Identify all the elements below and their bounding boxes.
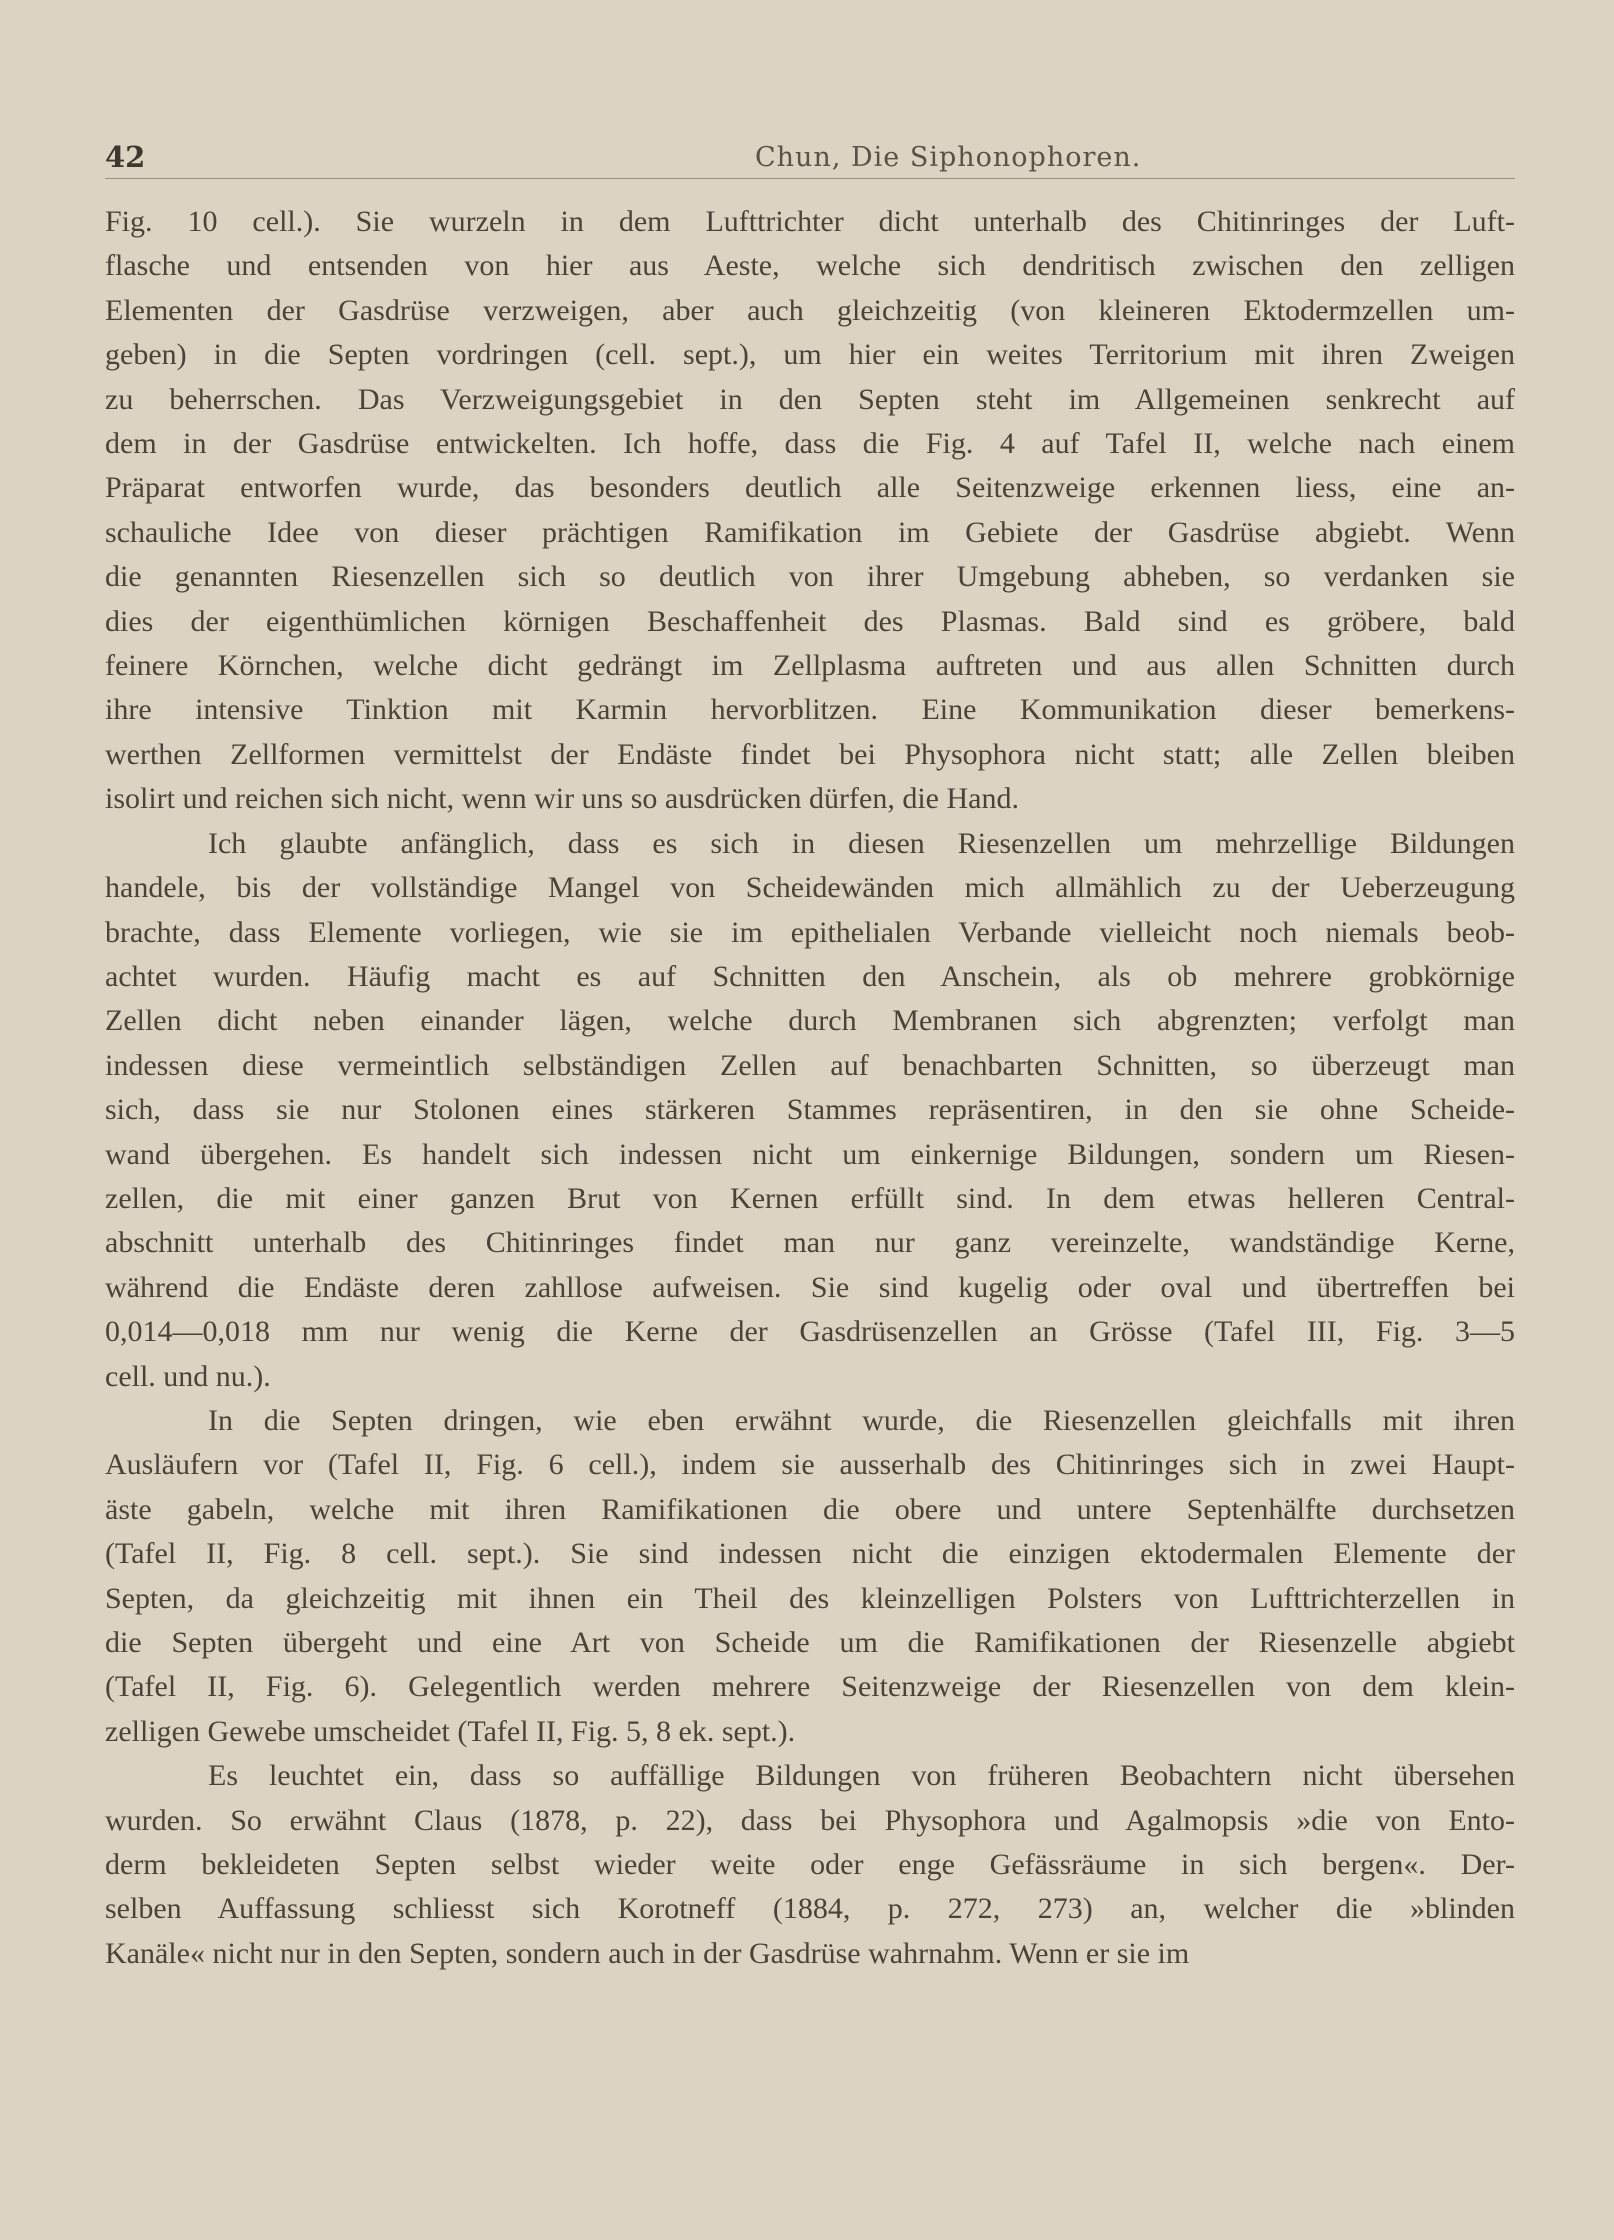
text-line: Septen, da gleichzeitig mit ihnen ein Theil des kleinzelligen Polsters von Lufttrichterzellen in — [105, 1581, 1515, 1615]
text-line: die Septen übergeht und eine Art von Scheide um die Ramifikationen der Riesenzelle abgiebt — [105, 1626, 1515, 1659]
text-line: dies der eigenthümlichen körnigen Beschaffenheit des Plasmas. Bald sind es gröbere, bald — [105, 604, 1515, 638]
text-line: äste gabeln, welche mit ihren Ramifikationen die obere und untere Septenhälfte durchsetzen — [105, 1492, 1515, 1526]
text-line: achtet wurden. Häufig macht es auf Schnitten den Anschein, als ob mehrere grobkörnige — [105, 959, 1515, 993]
text-line: Es leuchtet ein, dass so auffällige Bildungen von früheren Beobachtern nicht übersehen — [208, 1759, 1515, 1793]
text-line: abschnitt unterhalb des Chitinringes findet man nur ganz vereinzelte, wandständige Kerne, — [105, 1226, 1515, 1260]
text-line: cell. und nu.). — [105, 1359, 271, 1393]
text-line: Elementen der Gasdrüse verzweigen, aber auch gleichzeitig (von kleineren Ektodermzellen um- — [105, 293, 1515, 327]
text-line: dem in der Gasdrüse entwickelten. Ich hoffe, dass die Fig. 4 auf Tafel II, welche nach einem — [105, 427, 1515, 461]
text-line: zellen, die mit einer ganzen Brut von Kernen erfüllt sind. In dem etwas helleren Central- — [105, 1181, 1515, 1215]
text-line: ihre intensive Tinktion mit Karmin hervorblitzen. Eine Kommunikation dieser bemerkens- — [105, 693, 1515, 727]
page-number: 42 — [105, 140, 146, 174]
text-line: (Tafel II, Fig. 8 cell. sept.). Sie sind indessen nicht die einzigen ektodermalen Elemente der — [105, 1537, 1515, 1571]
text-line: Kanäle« nicht nur in den Septen, sondern auch in der Gasdrüse wahrnahm. Wenn er sie im — [105, 1936, 1190, 1970]
text-line: 0,014—0,018 mm nur wenig die Kerne der Gasdrüsenzellen an Grösse (Tafel III, Fig. 3—5 — [105, 1315, 1515, 1349]
text-line: Ausläufern vor (Tafel II, Fig. 6 cell.), indem sie ausserhalb des Chitinringes sich in zwei Haupt- — [105, 1448, 1515, 1482]
paragraph — [105, 200, 1515, 822]
text-line: werthen Zellformen vermittelst der Endäste findet bei Physophora nicht statt; alle Zellen bleiben — [105, 737, 1515, 771]
text-line: zelligen Gewebe umscheidet (Tafel II, Fig. 5, 8 ek. sept.). — [105, 1714, 796, 1748]
text-line: Zellen dicht neben einander lägen, welche durch Membranen sich abgrenzten; verfolgt man — [105, 1004, 1515, 1038]
text-line: Fig. 10 cell.). Sie wurzeln in dem Lufttrichter dicht unterhalb des Chitinringes der Luft- — [105, 205, 1515, 238]
text-line: indessen diese vermeintlich selbständigen Zellen auf benachbarten Schnitten, so überzeugt man — [105, 1048, 1515, 1082]
text-line: isolirt und reichen sich nicht, wenn wir uns so ausdrücken dürfen, die Hand. — [105, 782, 1019, 816]
text-line: brachte, dass Elemente vorliegen, wie sie im epithelialen Verbande vielleicht noch niemals beob- — [105, 915, 1515, 949]
text-line: die genannten Riesenzellen sich so deutlich von ihrer Umgebung abheben, so verdanken sie — [105, 560, 1515, 594]
text-line: schauliche Idee von dieser prächtigen Ramifikation im Gebiete der Gasdrüse abgiebt. Wenn — [105, 515, 1515, 549]
paragraph — [105, 1754, 1515, 1976]
text-line: während die Endäste deren zahllose aufweisen. Sie sind kugelig oder oval und übertreffen bei — [105, 1270, 1515, 1304]
text-line: zu beherrschen. Das Verzweigungsgebiet in den Septen steht im Allgemeinen senkrecht auf — [105, 382, 1515, 416]
text-line: feinere Körnchen, welche dicht gedrängt im Zellplasma auftreten und aus allen Schnitten durch — [105, 649, 1515, 683]
text-line: Präparat entworfen wurde, das besonders deutlich alle Seitenzweige erkennen liess, eine an- — [105, 471, 1515, 505]
text-line: derm bekleideten Septen selbst wieder weite oder enge Gefässräume in sich bergen«. Der- — [105, 1848, 1515, 1882]
text-line: handele, bis der vollständige Mangel von Scheidewänden mich allmählich zu der Ueberzeugung — [105, 871, 1515, 905]
text-line: wand übergehen. Es handelt sich indessen nicht um einkernige Bildungen, sondern um Riesen- — [105, 1137, 1515, 1171]
text-line: selben Auffassung schliesst sich Korotneff (1884, p. 272, 273) an, welcher die »blinden — [105, 1892, 1515, 1926]
text-line: In die Septen dringen, wie eben erwähnt wurde, die Riesenzellen gleichfalls mit ihren — [208, 1403, 1515, 1437]
text-line: Ich glaubte anfänglich, dass es sich in diesen Riesenzellen um mehrzellige Bildungen — [208, 826, 1515, 860]
running-title: Chun, Die Siphonophoren. — [755, 142, 1142, 173]
text-line: geben) in die Septen vordringen (cell. sept.), um hier ein weites Territorium mit ihren Zweigen — [105, 338, 1515, 372]
page-header — [105, 138, 1515, 179]
text-line: flasche und entsenden von hier aus Aeste, welche sich dendritisch zwischen den zelligen — [105, 249, 1515, 283]
text-line: (Tafel II, Fig. 6). Gelegentlich werden mehrere Seitenzweige der Riesenzellen von dem klein- — [105, 1670, 1515, 1704]
paragraph — [105, 822, 1515, 1399]
text-line: sich, dass sie nur Stolonen eines stärkeren Stammes repräsentiren, in den sie ohne Scheide- — [105, 1093, 1515, 1127]
paragraph — [105, 1399, 1515, 1754]
text-line: wurden. So erwähnt Claus (1878, p. 22), dass bei Physophora und Agalmopsis »die von Ento- — [105, 1803, 1515, 1837]
body-text — [105, 200, 1515, 1976]
